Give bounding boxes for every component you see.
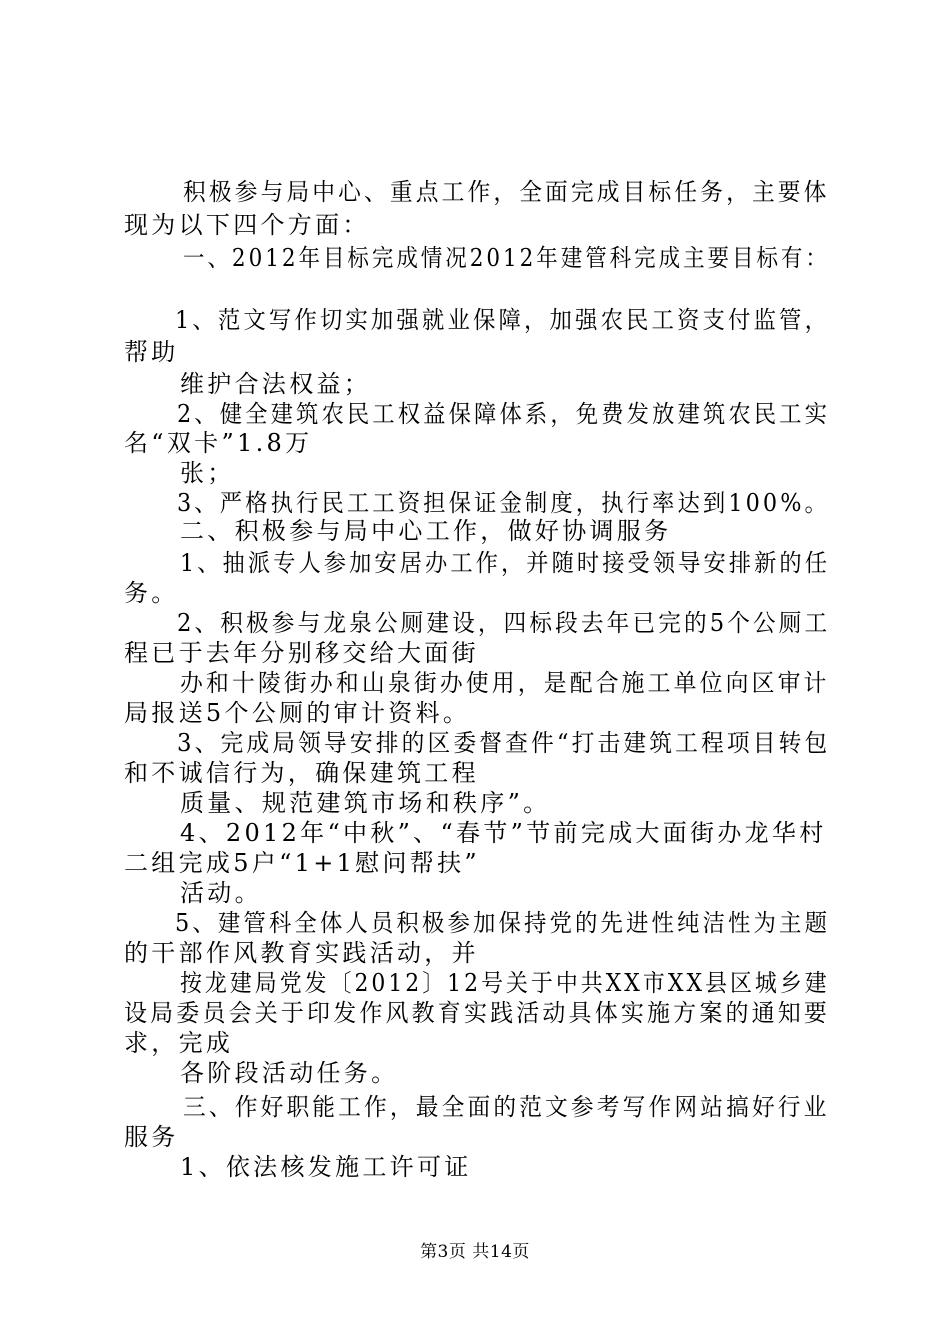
- body-line: 1、依法核发施工许可证: [180, 1153, 472, 1181]
- body-line: 办和十陵街办和山泉街办使用，是配合施工单位向区审计: [180, 669, 830, 697]
- body-line: 务。: [124, 579, 179, 607]
- body-line: 二、积极参与局中心工作，做好协调服务: [180, 517, 672, 545]
- body-line: 4、2012年“中秋”、“春节”节前完成大面街办龙华村: [180, 819, 827, 847]
- body-line: 活动。: [180, 879, 262, 907]
- body-line: 三、作好职能工作，最全面的范文参考写作网站搞好行业: [183, 1093, 830, 1121]
- body-line: 的干部作风教育实践活动，并: [124, 939, 479, 967]
- body-line: 帮助: [124, 338, 179, 366]
- body-line: 设局委员会关于印发作风教育实践活动具体实施方案的通知要: [124, 999, 831, 1027]
- body-line: 5、建管科全体人员积极参加保持党的先进性纯洁性为主题: [175, 909, 831, 937]
- body-line: 维护合法权益；: [180, 370, 372, 398]
- body-line: 3、严格执行民工工资担保证金制度，执行率达到100%。: [177, 489, 830, 517]
- body-line: 2、积极参与龙泉公厕建设，四标段去年已完的5个公厕工: [177, 609, 831, 637]
- body-line: 2、健全建筑农民工权益保障体系，免费发放建筑农民工实: [177, 400, 831, 428]
- body-line: 名“双卡”1.8万: [124, 429, 313, 457]
- body-line: 求，完成: [124, 1029, 234, 1057]
- body-line: 3、完成局领导安排的区委督查件“打击建筑工程项目转包: [177, 729, 831, 757]
- body-line: 按龙建局党发〔2012〕12号关于中共XX市XX县区城乡建: [180, 969, 830, 997]
- body-line: 程已于去年分别移交给大面街: [124, 639, 479, 667]
- body-line: 各阶段活动任务。: [180, 1059, 399, 1087]
- page-footer: 第3页 共14页: [420, 1242, 530, 1262]
- body-line: 二组完成5户“1+1慰问帮扶”: [124, 849, 480, 877]
- body-line: 现为以下四个方面：: [124, 211, 370, 239]
- body-line: 1、范文写作切实加强就业保障，加强农民工资支付监管，: [175, 306, 831, 334]
- body-line: 和不诚信行为，确保建筑工程: [124, 759, 479, 787]
- body-line: 1、抽派专人参加安居办工作，并随时接受领导安排新的任: [180, 549, 831, 577]
- body-line: 局报送5个公厕的审计资料。: [124, 699, 471, 727]
- body-line: 服务: [124, 1123, 179, 1151]
- body-line: 积极参与局中心、重点工作，全面完成目标任务，主要体: [183, 178, 830, 206]
- body-line: 一、2012年目标完成情况2012年建管科完成主要目标有：: [183, 244, 830, 272]
- body-line: 质量、规范建筑市场和秩序”。: [180, 789, 551, 817]
- body-line: 张；: [180, 459, 235, 487]
